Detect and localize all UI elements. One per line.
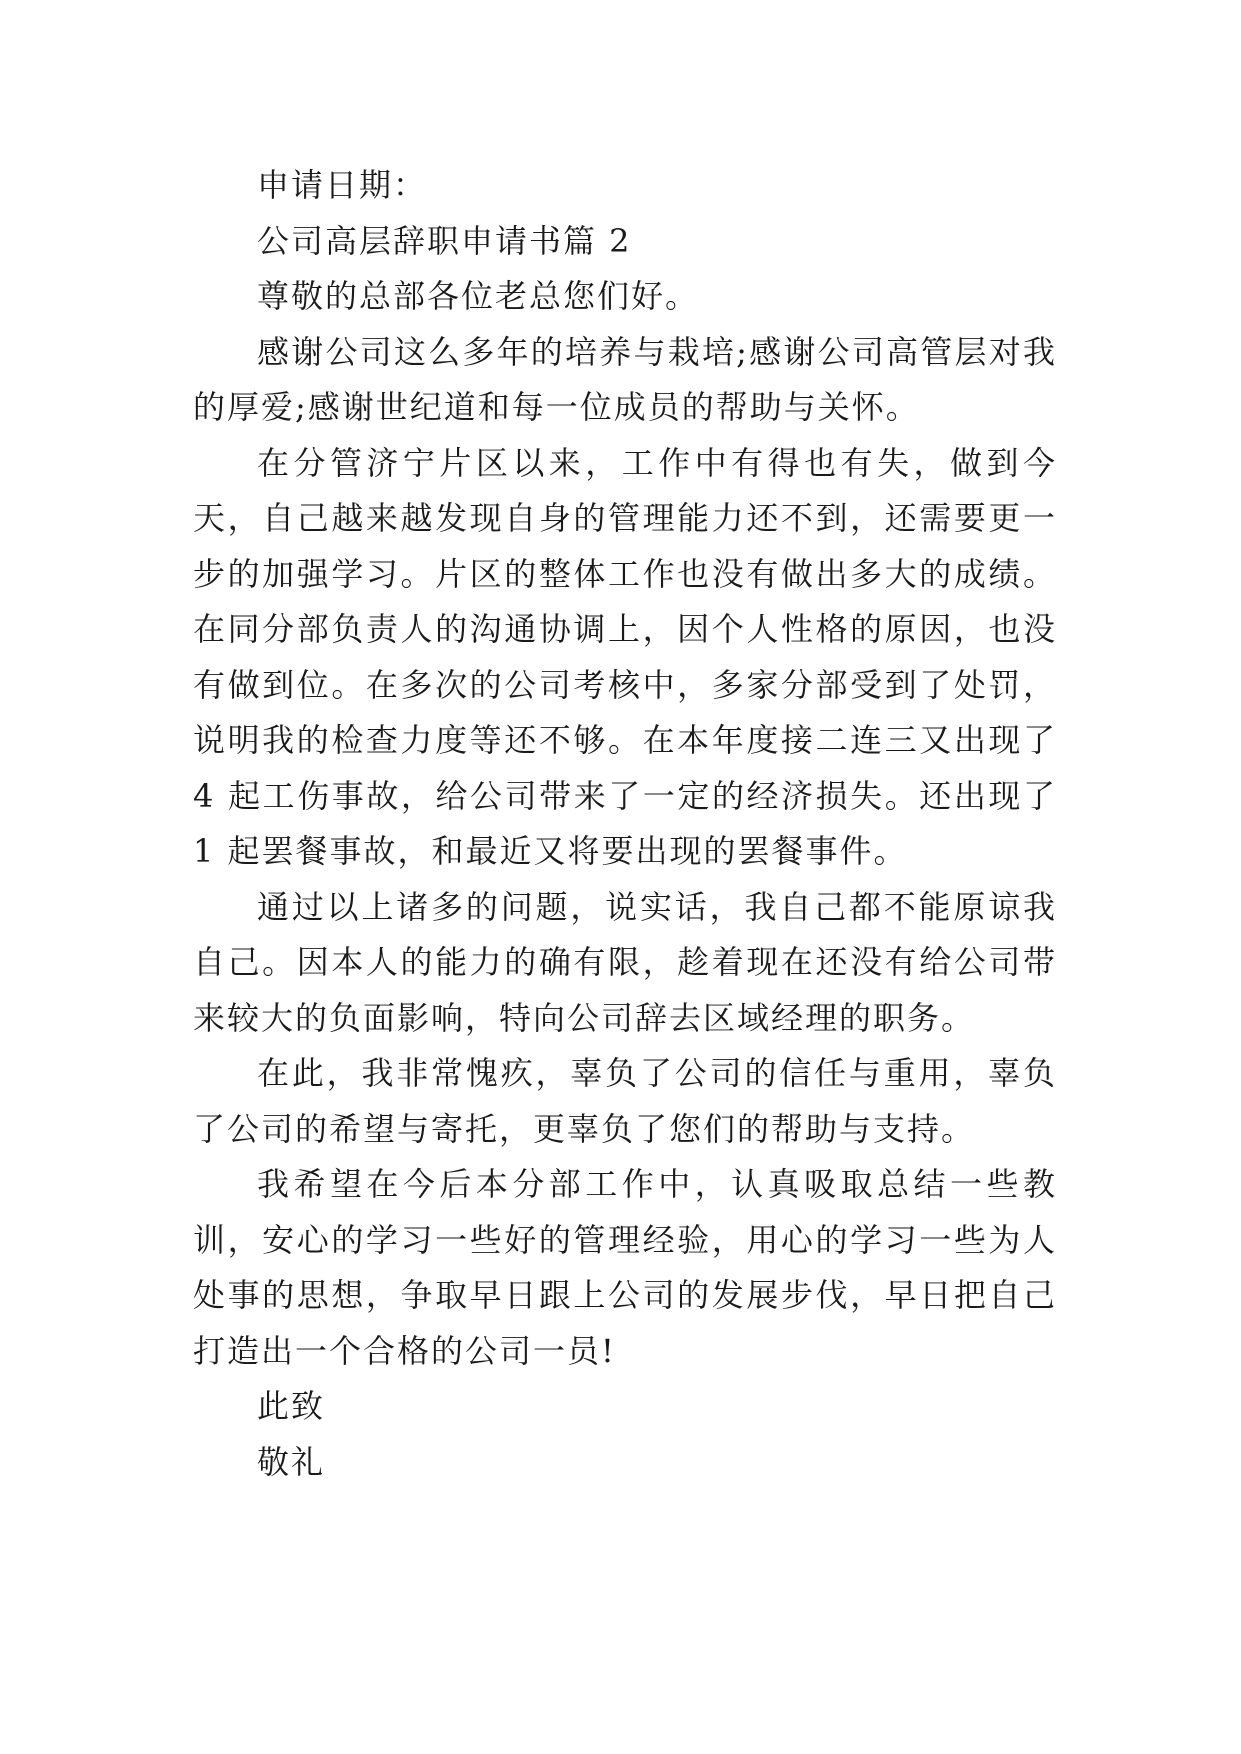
paragraph-resignation-reason: 通过以上诸多的问题，说实话，我自己都不能原谅我自己。因本人的能力的确有限，趁着现在还没有给公司带来较大的负面影响，特向公司辞去区域经理的职务。 [193, 887, 1057, 1037]
article-title: 公司高层辞职申请书篇 2 [257, 221, 632, 260]
paragraph-apology: 在此，我非常愧疚，辜负了公司的信任与重用，辜负了公司的希望与寄托，更辜负了您们的帮助与支持。 [193, 1054, 1057, 1148]
paragraph-gratitude: 感谢公司这么多年的培养与栽培;感谢公司高管层对我的厚爱;感谢世纪道和每一位成员的帮助与关怀。 [193, 332, 1057, 426]
closing-salute: 敬礼 [257, 1442, 326, 1481]
paragraph-work-review: 在分管济宁片区以来，工作中有得也有失，做到今天，自己越来越发现自身的管理能力还不到，还需要更一步的加强学习。片区的整体工作也没有做出多大的成绩。在同分部负责人的沟通协调上，因个人性格的原因，也没有做到位。在多次的公司考核中，多家分部受到了处罚，说明我的检查力度等还不够。在本年度接二连三又出现了 4 起工伤事故，给公司带来了一定的经济损失。还出现了 1 起罢餐事故，和最近又将要出现的罢餐事件。 [193, 443, 1057, 870]
salutation: 尊敬的总部各位老总您们好。 [257, 277, 700, 315]
closing-regards: 此致 [257, 1387, 326, 1425]
application-date-label: 申请日期： [257, 166, 428, 204]
paragraph-future-hope: 我希望在今后本分部工作中，认真吸取总结一些教训，安心的学习一些好的管理经验，用心的学习一些为人处事的思想，争取早日跟上公司的发展步伐，早日把自己打造出一个合格的公司一员! [193, 1165, 1057, 1370]
document-body [193, 158, 1057, 1490]
